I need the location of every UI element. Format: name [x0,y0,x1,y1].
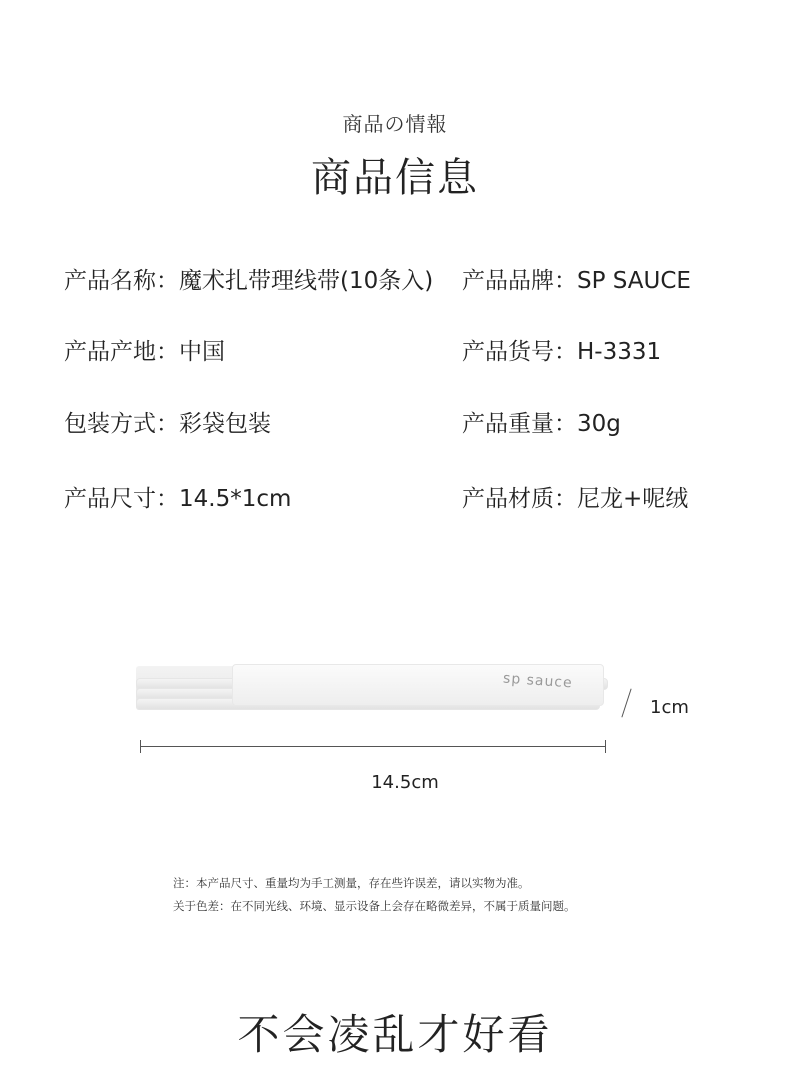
product-photo [136,660,606,720]
spec-value: 中国 [179,339,225,365]
spec-origin [64,333,225,366]
spec-label: 产品尺寸： [64,486,179,512]
footer-slogan: 不会凌乱才好看 [237,1010,553,1059]
spec-value: H-3331 [577,339,662,365]
spec-brand [462,262,691,295]
note-measurement: 注：本产品尺寸、重量均为手工测量，存在些许误差，请以实物为准。 [173,876,530,890]
length-dimension-cap [605,740,606,753]
spec-label: 产品货号： [462,339,577,365]
spec-weight [462,405,621,438]
length-dimension-line [140,746,606,747]
spec-value: SP SAUCE [577,268,691,294]
spec-grid [0,0,790,520]
spec-label: 产品名称： [64,268,179,294]
page-title: 商品信息 [311,155,479,201]
length-label: 14.5cm [371,772,439,793]
spec-value: 14.5*1cm [179,486,292,512]
spec-label: 产品产地： [64,339,179,365]
brand-print: sp sauce [502,670,574,692]
spec-label: 包装方式： [64,411,179,437]
spec-value: 尼龙+呢绒 [577,486,689,512]
spec-label: 产品材质： [462,486,577,512]
strap-top [232,664,604,706]
spec-size [64,480,291,513]
page-subtitle: 商品の情報 [342,112,448,136]
spec-value: 魔术扎带理线带(10条入) [179,268,434,294]
spec-label: 产品品牌： [462,268,577,294]
spec-packaging [64,405,271,438]
note-color-difference: 关于色差：在不同光线、环境、显示设备上会存在略微差异，不属于质量问题。 [173,899,576,913]
spec-value: 30g [577,411,621,437]
spec-label: 产品重量： [462,411,577,437]
spec-value: 彩袋包装 [179,411,271,437]
width-dimension-mark [621,689,631,718]
spec-item-number [462,333,661,366]
width-label: 1cm [650,697,689,718]
spec-product-name [64,262,433,295]
spec-material [462,480,688,513]
